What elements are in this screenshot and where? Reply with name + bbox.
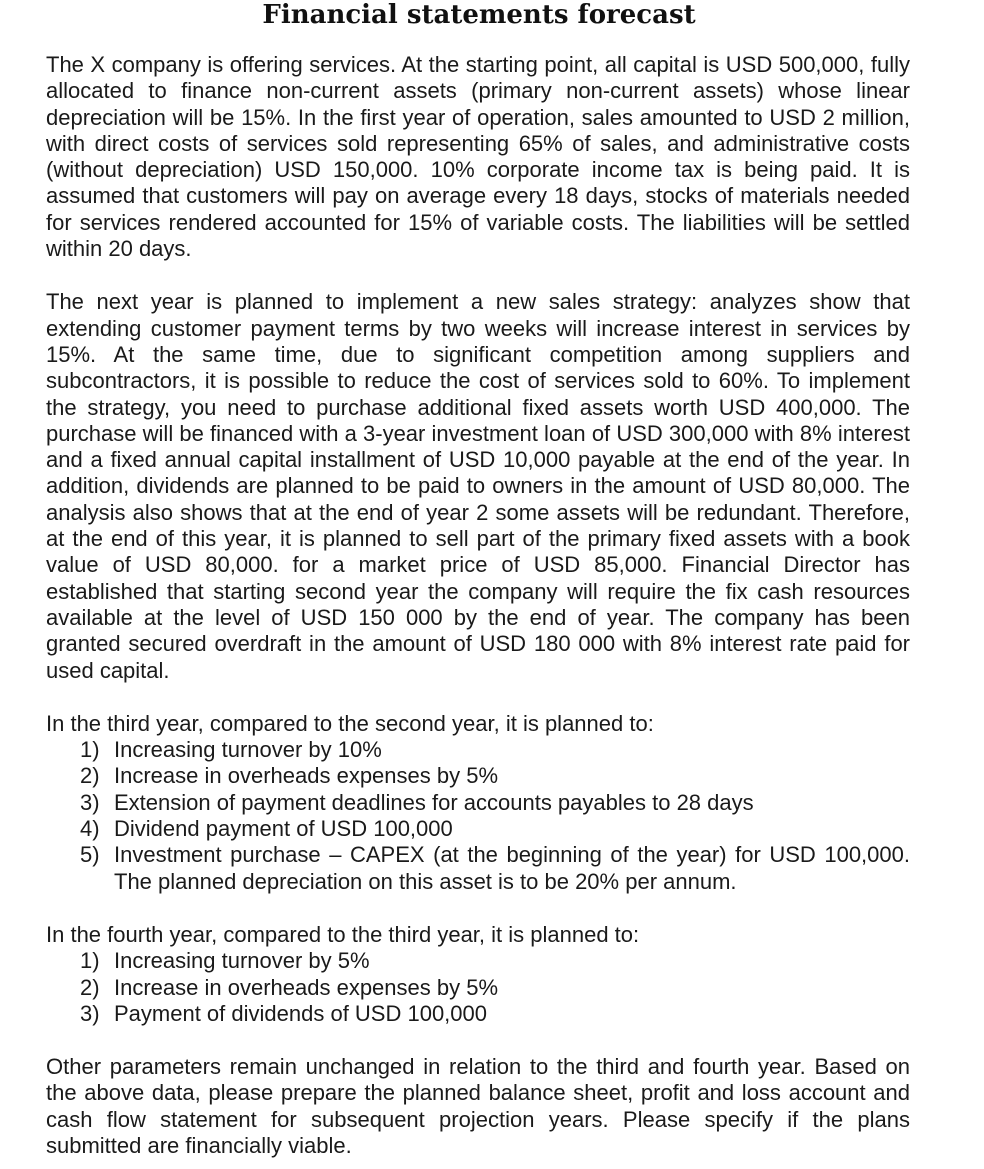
list-item-text: Payment of dividends of USD 100,000 — [114, 1000, 488, 1026]
paragraph-year-two: The next year is planned to implement a new sales strategy: analyzes show that extending customer payment terms by two weeks will increase interest in services by 15%. At the same time, due to significant competition among suppliers and subcontractors, it is possible to reduce the cost of services sold to 60%. To implement the strategy, you need to purchase additional fixed assets worth USD 400,000. The purchase will be financed with a 3-year investment loan of USD 300,000 with 8% interest and a fixed annual capital installment of USD 10,000 payable at the end of the year. In addition, dividends are planned to be paid to owners in the amount of USD 80,000. The analysis also shows that at the end of year 2 some assets will be redundant. Therefore, at the end of this year, it is planned to sell part of the primary fixed assets with a book value of USD 80,000. for a market price of USD 85,000. Financial Director has established that starting second year the company will require the fix cash resources available at the level of USD 150 000 by the end of year. The company has been granted secured overdraft in the amount of USD 180 000 with 8% interest rate paid for used capital. — [46, 289, 910, 683]
list-item — [46, 816, 910, 842]
list-item-number: 3) — [80, 1000, 100, 1026]
list-item-text: Increase in overheads expenses by 5% — [114, 763, 499, 789]
list-item-text: Investment purchase – CAPEX (at the beginning of the year) for USD 100,000. The planned depreciation on this asset is to be 20% per annum. — [114, 842, 910, 894]
list-item — [46, 790, 910, 816]
list-item — [46, 737, 910, 763]
document-title: Financial statements forecast — [262, 0, 696, 30]
list-item-number: 3) — [80, 789, 100, 815]
paragraph-starting-point: The X company is offering services. At the starting point, all capital is USD 500,000, fully allocated to finance non-current assets (primary non-current assets) whose linear depreciation will be 15%. In the first year of operation, sales amounted to USD 2 million, with direct costs of services sold representing 65% of sales, and administrative costs (without depreciation) USD 150,000. 10% corporate income tax is being paid. It is assumed that customers will pay on average every 18 days, stocks of materials needed for services rendered accounted for 15% of variable costs. The liabilities will be settled within 20 days. — [46, 52, 910, 262]
list-item-text: Increasing turnover by 5% — [114, 948, 370, 974]
list-item-number: 2) — [80, 974, 100, 1000]
list-item — [46, 975, 910, 1001]
list-item — [46, 763, 910, 789]
year-three-intro: In the third year, compared to the second year, it is planned to: — [46, 710, 654, 736]
list-item-number: 5) — [80, 842, 100, 868]
paragraph-spacer — [46, 1027, 910, 1054]
list-item-text: Extension of payment deadlines for accounts payables to 28 days — [114, 789, 754, 815]
list-item-number: 1) — [80, 737, 100, 763]
list-item — [46, 1001, 910, 1027]
list-item-text: Increasing turnover by 10% — [114, 737, 382, 763]
paragraph-spacer — [46, 684, 910, 711]
list-item-text: Increase in overheads expenses by 5% — [114, 974, 499, 1000]
list-item-number: 2) — [80, 763, 100, 789]
year-four-list — [46, 948, 910, 1027]
document-body — [46, 52, 910, 1159]
list-item-number: 4) — [80, 816, 100, 842]
list-item — [46, 948, 910, 974]
paragraph-final-instructions: Other parameters remain unchanged in relation to the third and fourth year. Based on the above data, please prepare the planned balance sheet, profit and loss account and cash flow statement for subsequent projection years. Please specify if the plans submitted are financially viable. — [46, 1054, 910, 1158]
list-item-text: Dividend payment of USD 100,000 — [114, 816, 453, 842]
year-four-intro: In the fourth year, compared to the third year, it is planned to: — [46, 921, 640, 947]
year-three-list — [46, 737, 910, 895]
list-item — [46, 842, 910, 895]
list-item-number: 1) — [80, 948, 100, 974]
paragraph-spacer — [46, 262, 910, 289]
paragraph-spacer — [46, 895, 910, 922]
